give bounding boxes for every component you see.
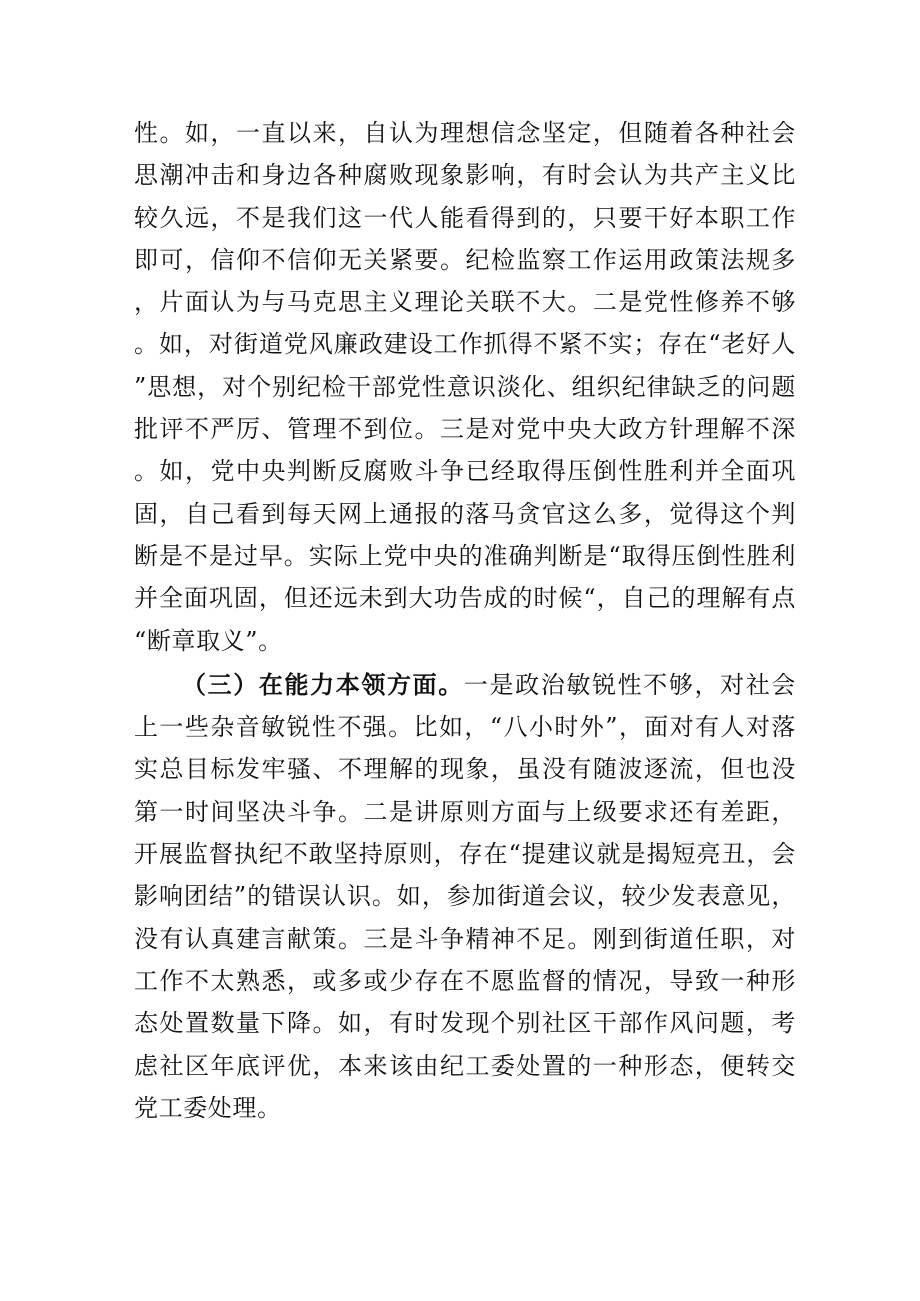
section-heading-ability: （三）在能力本领方面。	[182, 669, 464, 699]
paragraph-1	[134, 112, 796, 662]
paragraph-2-text: 一是政治敏锐性不够，对社会上一些杂音敏锐性不强。比如，“八小时外”，面对有人对落实总目标发牢骚、不理解的现象，虽没有随波逐流，但也没第一时间坚决斗争。二是讲原则方面与上级要求还有差距，开展监督执纪不敢坚持原则，存在“提建议就是揭短亮丑，会影响团结”的错误认识。如，参加街道会议，较少发表意见，没有认真建言献策。三是斗争精神不足。刚到街道任职，对工作不太熟悉，或多或少存在不愿监督的情况，导致一种形态处置数量下降。如，有时发现个别社区干部作风问题，考虑社区年底评优，本来该由纪工委处置的一种形态，便转交党工委处理。	[134, 670, 796, 1122]
paragraph-2	[134, 664, 796, 1129]
document-body	[134, 112, 796, 1129]
paragraph-1-text: 性。如，一直以来，自认为理想信念坚定，但随着各种社会思潮冲击和身边各种腐败现象影响，有时会认为共产主义比较久远，不是我们这一代人能看得到的，只要干好本职工作即可，信仰不信仰无关紧要。纪检监察工作运用政策法规多，片面认为与马克思主义理论关联不大。二是党性修养不够。如，对街道党风廉政建设工作抓得不紧不实；存在“老好人”思想，对个别纪检干部党性意识淡化、组织纪律缺乏的问题批评不严厉、管理不到位。三是对党中央大政方针理解不深。如，党中央判断反腐败斗争已经取得压倒性胜利并全面巩固，自己看到每天网上通报的落马贪官这么多，觉得这个判断是不是过早。实际上党中央的准确判断是“取得压倒性胜利并全面巩固，但还远未到大功告成的时候“，自己的理解有点“断章取义”。	[134, 119, 796, 655]
